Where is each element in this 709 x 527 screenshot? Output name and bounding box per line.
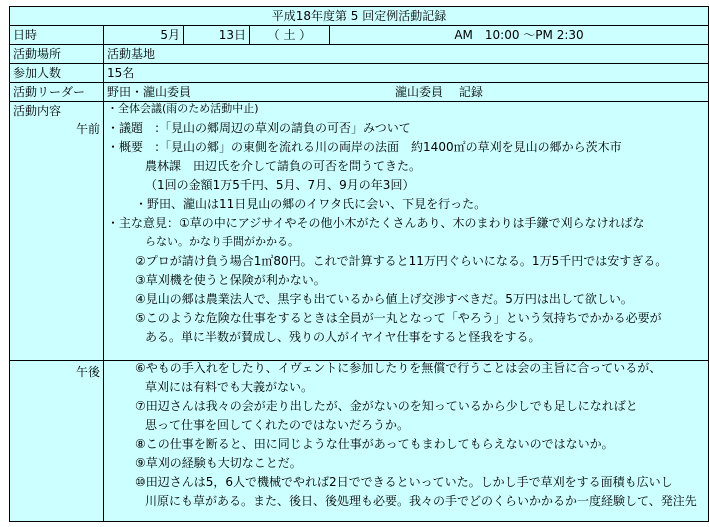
- place-row: [10, 45, 709, 64]
- content-line: ある。単に半数が賛成し、残りの人がイヤイヤ仕事をすると怪我をする。: [145, 330, 541, 344]
- title-row: [10, 7, 709, 26]
- count-label: 参加人数: [10, 64, 104, 83]
- content-line: ⑨草刈の経験も大切なことだ。: [135, 456, 302, 470]
- content-line: 川原にも草がある。また、後日、後処理も必要。我々の手でどのくらいかかるか一度経験して、発注先: [145, 494, 697, 508]
- count-row: [10, 64, 709, 83]
- content-line: ・全体会議(雨のため活動中止): [107, 102, 259, 115]
- content-line: ・議題 :「見山の郷周辺の草刈の請負の可否」みついて: [107, 121, 411, 135]
- content-line: ⑩田辺さんは5，6人で機械でやれば2日でできるといっていた。しかし手で草刈をする面積も広いし: [135, 475, 673, 489]
- date-weekday: （ 土 ）: [250, 26, 330, 45]
- content-row-am: [10, 102, 709, 361]
- activity-record-table: [9, 6, 709, 522]
- record-title: 平成18年度第 5 回定例活動記録: [10, 7, 709, 26]
- leader-row: [10, 83, 709, 102]
- pm-content: [104, 361, 709, 522]
- content-label: 活動内容: [13, 104, 62, 118]
- date-row: [10, 26, 709, 45]
- pm-label: 午後: [75, 365, 100, 379]
- recorder-value: 瀧山委員 記録: [395, 85, 483, 99]
- content-row-pm: [10, 361, 709, 522]
- count-value: 15名: [104, 64, 709, 83]
- content-line: ④見山の郷は農業法人で、黒字も出ているから値上げ交渉すべきだ。5万円は出して欲しい。: [135, 292, 633, 306]
- content-line: ⑧この仕事を断ると、田に同じような仕事があってもまわしてもらえないのではないか。: [135, 437, 614, 451]
- am-label: 午前: [75, 122, 100, 136]
- content-line: ・概要 :「見山の郷」の東側を流れる川の両岸の法面 約1400㎡の草刈を見山の郷から茨木市: [107, 140, 622, 154]
- date-month: 5月: [104, 26, 184, 45]
- content-line: 思って仕事を回してくれたのではないだろうか。: [145, 418, 410, 432]
- leader-value: 野田・瀧山委員: [107, 85, 192, 99]
- content-line: ⑥やもの手入れをしたり、イヴェントに参加したりを無償で行うことは会の主旨に合っているが、: [135, 361, 662, 375]
- place-label: 活動場所: [10, 45, 104, 64]
- date-label: 日時: [10, 26, 104, 45]
- content-line: 農林課 田辺氏を介して請負の可否を問うてきた。: [145, 159, 422, 173]
- content-line: ⑤このような危険な仕事をするときは全員が一丸となって「やろう」という気持ちでかかる必要が: [135, 311, 662, 325]
- content-line: ・主な意見：①草の中にアジサイやその他小木がたくさんあり、木のまわりは手鎌で刈らなければな: [107, 216, 645, 230]
- content-line: ③草刈機を使うと保険が利かない。: [135, 273, 326, 287]
- date-time: AM 10:00 ～PM 2:30: [330, 26, 709, 45]
- place-value: 活動基地: [104, 45, 709, 64]
- content-line: 草刈には有料でも大義がない。: [145, 380, 314, 394]
- content-line: らない。かなり手間がかかる。: [145, 235, 299, 248]
- content-line: ・野田、瀧山は11日見山の郷のイワタ氏に会い、下見を行った。: [135, 197, 487, 211]
- am-content: [104, 102, 709, 361]
- content-line: ⑦田辺さんは我々の会が走り出したが、金がないのを知っているから少しでも足しになればと: [135, 399, 638, 413]
- leader-label: 活動リーダー: [10, 83, 104, 102]
- date-day: 13日: [184, 26, 250, 45]
- content-line: （1回の金額1万5千円、5月、7月、9月の年3回）: [145, 178, 415, 192]
- content-line: ②プロが請け負う場合1㎡80円。これで計算すると11万円ぐらいになる。1万5千円では安すぎる。: [135, 254, 668, 268]
